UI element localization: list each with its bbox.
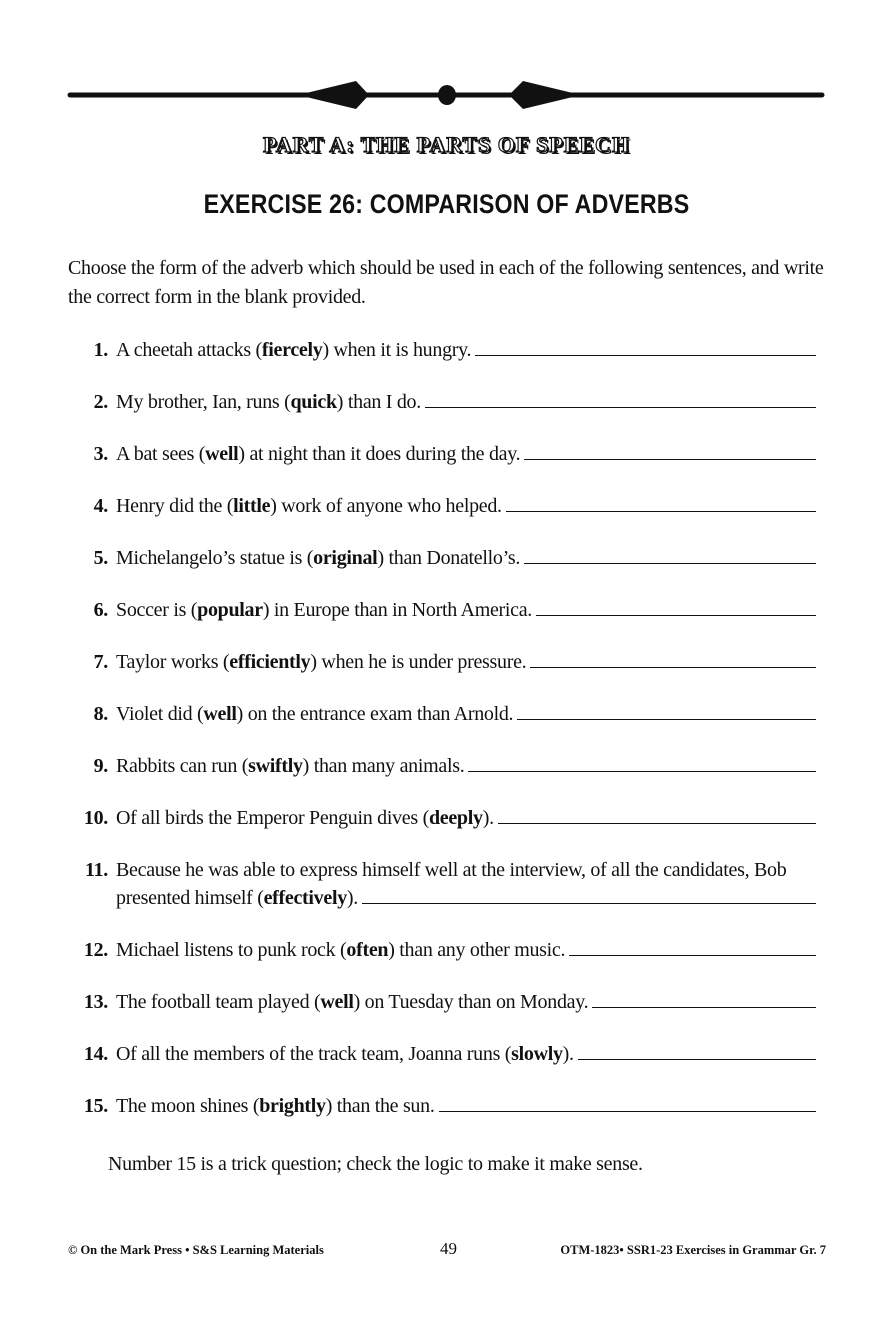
answer-blank[interactable] [517,718,816,720]
answer-blank[interactable] [578,1058,816,1060]
answer-blank[interactable] [362,902,816,904]
adverb-prompt: effectively [263,887,347,909]
item-sentence: Taylor works (efficiently) when he is under pressure. [116,651,527,673]
page-number: 49 [440,1239,457,1258]
item-number: 1. [93,339,108,361]
answer-blank[interactable] [530,666,816,668]
answer-blank[interactable] [506,510,816,512]
adverb-prompt: deeply [428,807,483,829]
item-number: 4. [93,495,108,517]
item-number: 13. [83,991,108,1013]
answer-blank[interactable] [439,1110,816,1112]
exercise-list [68,336,816,1144]
adverb-prompt: quick [290,391,337,413]
item-sentence: A bat sees (well) at night than it does during the day. [116,443,521,465]
answer-blank[interactable] [468,770,816,772]
item-sentence: Of all birds the Emperor Penguin dives (deeply). [116,807,494,829]
adverb-prompt: original [313,547,378,569]
answer-blank[interactable] [524,562,816,564]
exercise-item [68,856,816,936]
item-sentence: Michael listens to punk rock (often) than any other music. [116,939,566,961]
item-number: 5. [93,547,108,569]
exercise-item [68,1092,816,1144]
answer-blank[interactable] [425,406,816,408]
item-sentence: A cheetah attacks (fiercely) when it is hungry. [116,339,472,361]
answer-blank[interactable] [498,822,816,824]
exercise-item [68,336,816,388]
page-footer [68,1241,826,1261]
footer-copyright: © On the Mark Press • S&S Learning Materials [68,1243,324,1257]
answer-blank[interactable] [569,954,816,956]
exercise-item [68,804,816,856]
answer-blank[interactable] [524,458,816,460]
adverb-prompt: efficiently [229,651,311,673]
answer-blank[interactable] [536,614,816,616]
item-sentence: Henry did the (little) work of anyone who helped. [116,495,502,517]
item-number: 9. [93,755,108,777]
item-sentence: Violet did (well) on the entrance exam than Arnold. [116,703,514,725]
exercise-item [68,596,816,648]
adverb-prompt: often [346,939,389,961]
adverb-prompt: brightly [259,1095,326,1117]
instructions: Choose the form of the adverb which should be used in each of the following sentences, and write the correct form in the blank provided. [68,257,824,308]
item-number: 2. [93,391,108,413]
adverb-prompt: fiercely [261,339,323,361]
footer-product-code: OTM-1823• SSR1-23 Exercises in Grammar Gr. 7 [560,1243,826,1257]
exercise-item [68,440,816,492]
exercise-item [68,648,816,700]
decorative-divider-icon [66,78,826,112]
item-number: 8. [93,703,108,725]
item-number: 15. [83,1095,108,1117]
adverb-prompt: well [320,991,354,1013]
item-sentence: Of all the members of the track team, Joanna runs (slowly). [116,1043,574,1065]
item-number: 14. [83,1043,108,1065]
exercise-title: EXERCISE 26: COMPARISON OF ADVERBS [203,189,690,219]
exercise-item [68,492,816,544]
adverb-prompt: popular [197,599,263,621]
item-sentence: presented himself (effectively). [116,887,358,909]
exercise-item [68,988,816,1040]
item-number: 12. [83,939,108,961]
adverb-prompt: well [205,443,239,465]
answer-blank[interactable] [475,354,816,356]
adverb-prompt: little [233,495,271,517]
item-sentence: The moon shines (brightly) than the sun. [116,1095,435,1117]
answer-blank[interactable] [592,1006,816,1008]
item-sentence: The football team played (well) on Tuesday than on Monday. [116,991,589,1013]
exercise-item [68,752,816,804]
trick-question-note: Number 15 is a trick question; check the logic to make it make sense. [108,1153,643,1175]
item-number: 7. [93,651,108,673]
item-sentence: My brother, Ian, runs (quick) than I do. [116,391,421,413]
item-sentence: Michelangelo’s statue is (original) than Donatello’s. [116,547,521,569]
exercise-item [68,388,816,440]
adverb-prompt: swiftly [248,755,303,777]
exercise-item [68,700,816,752]
item-number: 3. [93,443,108,465]
item-number: 6. [93,599,108,621]
exercise-item [68,1040,816,1092]
item-number: 11. [85,859,108,881]
item-sentence: Soccer is (popular) in Europe than in North America. [116,599,532,621]
exercise-item [68,936,816,988]
exercise-item [68,544,816,596]
adverb-prompt: slowly [511,1043,563,1065]
item-number: 10. [83,807,108,829]
item-sentence: Rabbits can run (swiftly) than many animals. [116,755,465,777]
part-title: PART A: THE PARTS OF SPEECH [262,132,631,157]
item-sentence-line1: Because he was able to express himself well at the interview, of all the candidates, Bob [116,859,787,881]
adverb-prompt: well [203,703,237,725]
